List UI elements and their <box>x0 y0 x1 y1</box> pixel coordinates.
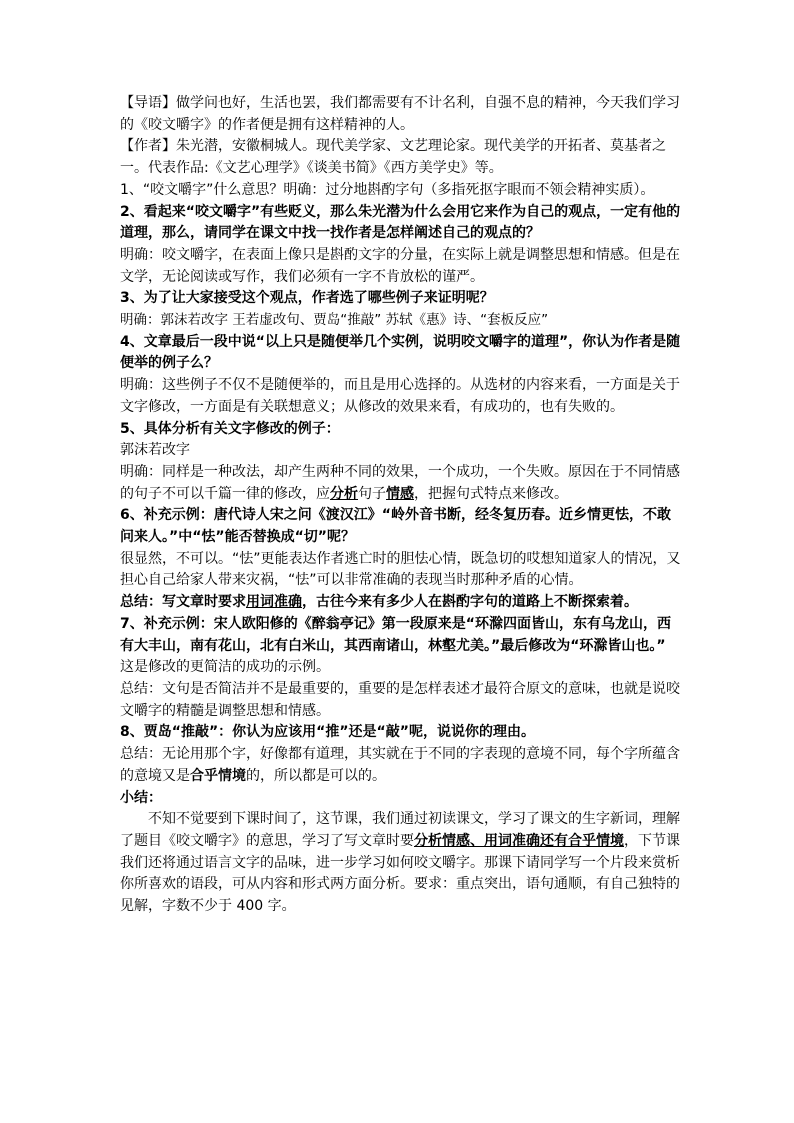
question-5-subtitle: 郭沫若改字 <box>120 442 190 459</box>
answer-6: 很显然，不可以。“怯”更能表达作者逃亡时的胆怯心情，既急切的哎想知道家人的情况，又担心自己给家人带来灾祸，“怯”可以非常准确的表现当时那种矛盾的心情。 <box>120 550 681 589</box>
question-8: 8、贾岛“推敲”：你认为应该用“推”还是“敲”呢，说说你的理由。 <box>120 724 535 741</box>
answer-2: 明确：咬文嚼字，在表面上像只是斟酌文字的分量，在实际上就是调整思想和情感。但是在文学，无论阅读或写作，我们必须有一字不肯放松的谨严。 <box>120 246 680 285</box>
author-paragraph <box>120 136 682 179</box>
answer-5-text-b: 句子 <box>358 485 386 502</box>
summary-6 <box>120 592 682 614</box>
answer-5-emphasis-analyze: 分析 <box>330 485 358 502</box>
author-text: 朱光潜，安徽桐城人。现代美学家、文艺理论家。现代美学的开拓者、莫基者之一。代表作品:《文艺心理学》《谈美书简》《西方美学史》等。 <box>120 138 666 177</box>
summary-8-text-a: 总结：无论用那个字，好像都有道理，其实就在于不同的字表现的意境不同，每个字所蕴含的意境又是 <box>120 746 680 784</box>
document-page <box>120 93 682 918</box>
question-7: 7、补充示例：宋人欧阳修的《醉翁亭记》第一段原来是“环滁四面皆山，东有乌龙山，西有大丰山，南有花山，北有白米山，其西南诸山，林壑尤美。”最后修改为“环滁皆山也。” <box>120 615 671 654</box>
answer-5 <box>120 462 682 505</box>
conclusion-paragraph <box>120 809 682 918</box>
question-1: 1、“咬文嚼字”什么意思？明确：过分地斟酌字句（多指死抠字眼而不领会精神实质）。 <box>120 181 655 198</box>
intro-text: 做学问也好，生活也罢，我们都需要有不计名利，自强不息的精神，今天我们学习的《咬文嚼字》的作者便是拥有这样精神的人。 <box>120 95 680 133</box>
answer-5-text-a: 明确：同样是一种改法，却产生两种不同的效果，一个成功，一个失败。原因在于不同情感的句子不可以千篇一律的修改，应 <box>120 463 680 502</box>
answer-5-text-c: ，把握句式特点来修改。 <box>414 485 568 502</box>
answer-4: 明确：这些例子不仅不是随便举的，而且是用心选择的。从选材的内容来看，一方面是关于文字修改，一方面是有关联想意义；从修改的效果来看，有成功的，也有失败的。 <box>120 377 680 415</box>
answer-5-emphasis-emotion: 情感 <box>386 485 414 502</box>
intro-paragraph <box>120 93 682 136</box>
author-tag: 【作者】 <box>120 138 176 155</box>
question-4: 4、文章最后一段中说“以上只是随便举几个实例，说明咬文嚼字的道理”，你认为作者是随便举的例子么？ <box>120 333 681 372</box>
answer-7: 这是修改的更简洁的成功的示例。 <box>120 659 330 676</box>
conclusion-title: 小结： <box>120 789 162 806</box>
summary-6-text-b: ，古往今来有多少人在斟酌字句的道路上不断探索着。 <box>302 594 638 611</box>
conclusion-text-b: ，下节课我们还将通过语言文字的品味，进一步学习如何咬文嚼字。那课下请同学写一个片段来赏析你所喜欢的语段，可从内容和形式两方面分析。要求：重点突出，语句通顺，有自己独特的见解，字数不少于 400 字。 <box>120 832 680 915</box>
answer-3: 明确：郭沫若改字 王若虚改句、贾岛“推敲” 苏轼《惠》诗、“套板反应” <box>120 312 549 329</box>
conclusion-text-a: 不知不觉要到下课时间了，这节课，我们通过初读课文，学习了课文的生字新词，理解了题目《咬文嚼字》的意思，学习了写文章时要 <box>120 811 680 849</box>
conclusion-emphasis: 分析情感、用词准确还有合乎情境 <box>414 832 624 849</box>
summary-6-text-a: 总结：写文章时要求 <box>120 594 246 611</box>
question-6: 6、补充示例：唐代诗人宋之问《渡汉江》“岭外音书断，经冬复历春。近乡情更怯，不敢问来人。”中“怯”能否替换成“切”呢？ <box>120 507 671 546</box>
summary-8-text-c: 的，所以都是可以的。 <box>246 767 386 784</box>
question-3: 3、为了让大家接受这个观点，作者选了哪些例子来证明呢？ <box>120 290 494 307</box>
question-5: 5、具体分析有关文字修改的例子： <box>120 420 340 437</box>
question-2: 2、看起来“咬文嚼字”有些贬义，那么朱光潜为什么会用它来作为自己的观点，一定有他的道理，那么，请同学在课文中找一找作者是怎样阐述自己的观点的？ <box>120 203 681 242</box>
intro-tag: 【导语】 <box>120 95 176 111</box>
summary-7: 总结：文句是否简洁并不是最重要的，重要的是怎样表述才最符合原文的意味，也就是说咬文嚼字的精髓是调整思想和情感。 <box>120 680 680 719</box>
summary-8-emphasis: 合乎情境 <box>190 767 246 784</box>
summary-6-emphasis: 用词准确 <box>246 594 302 611</box>
summary-8 <box>120 744 682 787</box>
